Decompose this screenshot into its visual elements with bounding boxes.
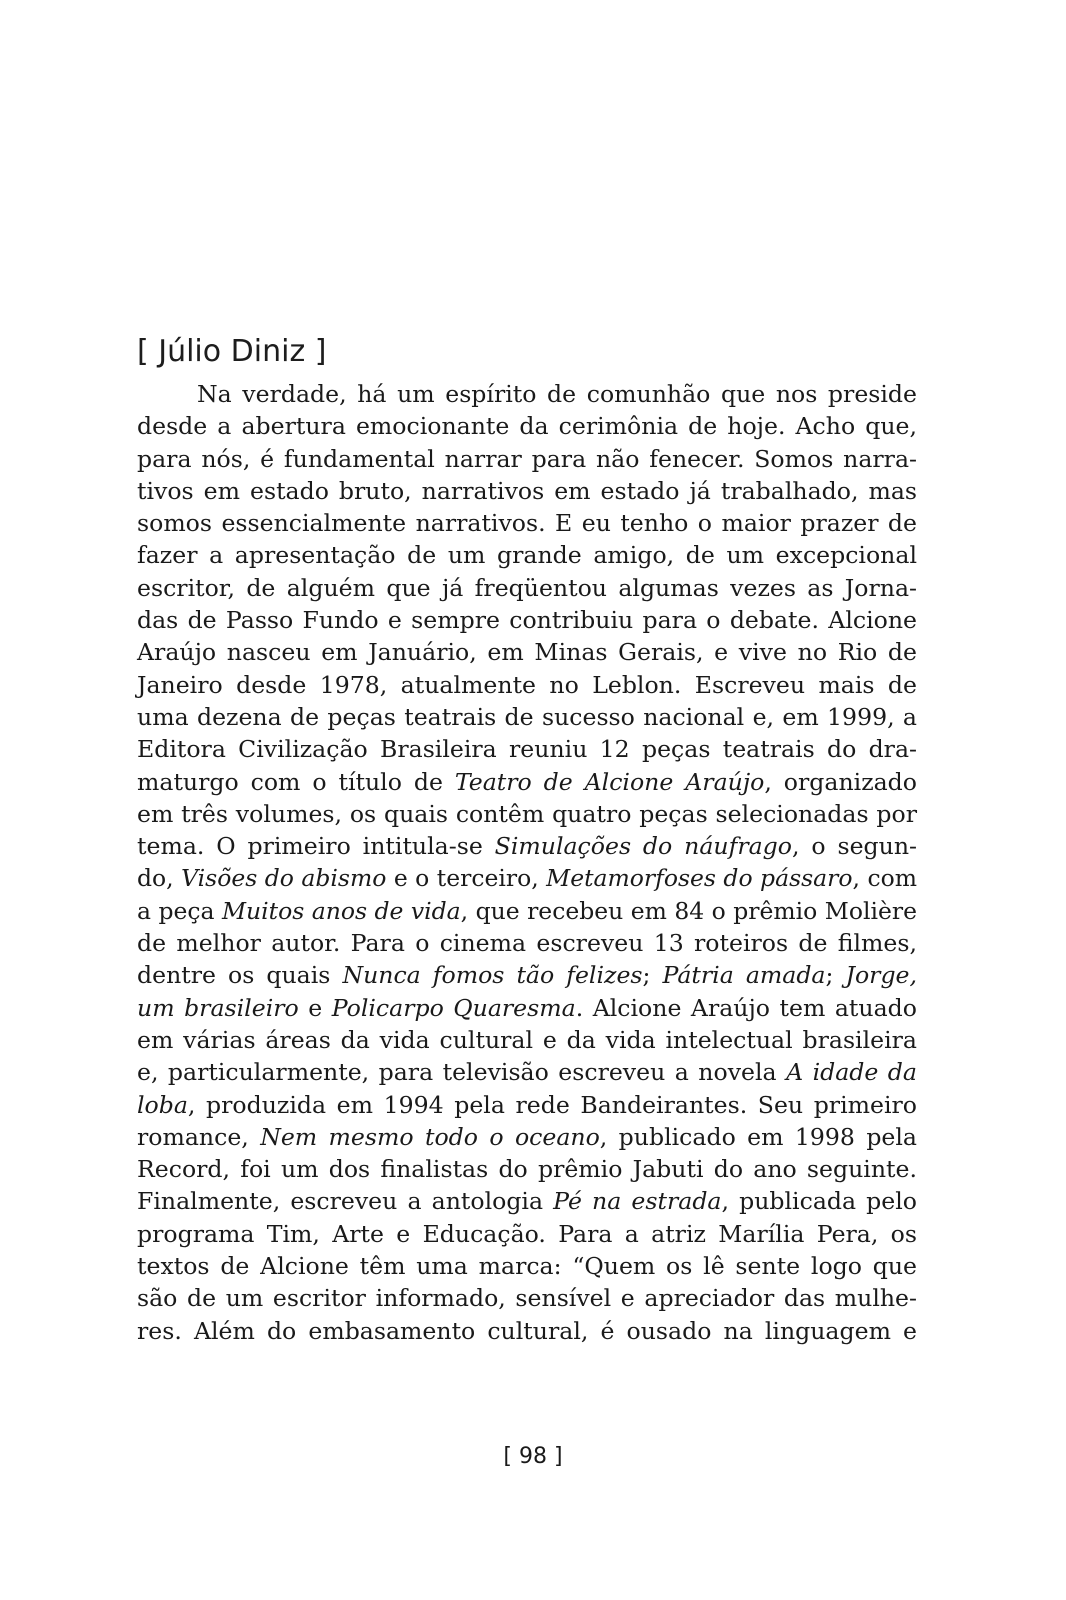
italic-title: Teatro de Alcione Araújo <box>454 767 765 796</box>
text-line <box>137 798 917 830</box>
text-segment: . Alcione Araújo tem atuado <box>575 993 917 1022</box>
text-line <box>137 1056 917 1088</box>
text-line <box>137 604 917 636</box>
text-segment: , que recebeu em 84 o prêmio Molière <box>460 896 917 925</box>
italic-title: Simulações do náufrago <box>494 832 792 861</box>
text-segment: em três volumes, os quais contêm quatro peças selecionadas por <box>137 799 917 828</box>
text-segment: ; <box>825 961 846 990</box>
text-line <box>137 1089 917 1121</box>
italic-title: Nem mesmo todo o oceano <box>260 1122 600 1151</box>
speaker-heading: [ Júlio Diniz ] <box>137 334 327 369</box>
text-line <box>137 766 917 798</box>
text-line <box>137 636 917 668</box>
text-segment: das de Passo Fundo e sempre contribuiu para o debate. Alcione <box>137 606 917 635</box>
text-segment: maturgo com o título de <box>137 767 455 796</box>
text-segment: , produzida em 1994 pela rede Bandeirantes. Seu primeiro <box>187 1090 917 1119</box>
text-line <box>137 701 917 733</box>
text-segment: tema. O primeiro intitula-se <box>137 832 495 861</box>
text-segment: Editora Civilização Brasileira reuniu 12 peças teatrais do dra- <box>137 735 917 764</box>
text-line <box>137 378 917 410</box>
text-line <box>137 862 917 894</box>
italic-title: Metamorfoses do pássaro <box>546 864 853 893</box>
text-segment: em várias áreas da vida cultural e da vida intelectual brasileira <box>137 1025 917 1054</box>
text-segment: uma dezena de peças teatrais de sucesso nacional e, em 1999, a <box>137 702 917 731</box>
italic-title: Pátria amada <box>662 961 826 990</box>
text-line <box>137 1282 917 1314</box>
italic-title: loba <box>137 1090 188 1119</box>
text-line <box>137 830 917 862</box>
text-segment: e, particularmente, para televisão escreveu a novela <box>137 1058 787 1087</box>
text-segment: de melhor autor. Para o cinema escreveu 13 roteiros de filmes, <box>137 929 917 958</box>
page-number: [ 98 ] <box>503 1444 563 1469</box>
text-segment: e o terceiro, <box>386 864 547 893</box>
text-segment: tivos em estado bruto, narrativos em estado já trabalhado, mas <box>137 476 917 505</box>
text-line <box>137 539 917 571</box>
text-line <box>137 1024 917 1056</box>
text-segment: , publicado em 1998 pela <box>599 1122 917 1151</box>
text-line <box>137 1121 917 1153</box>
text-segment: res. Além do embasamento cultural, é ousado na linguagem e <box>137 1316 917 1345</box>
text-segment: , o segun- <box>791 832 917 861</box>
text-segment: Janeiro desde 1978, atualmente no Leblon. Escreveu mais de <box>137 670 917 699</box>
text-line <box>137 1153 917 1185</box>
text-line <box>137 895 917 927</box>
text-line <box>137 1218 917 1250</box>
text-segment: , com <box>852 864 918 893</box>
text-line <box>137 669 917 701</box>
text-line <box>137 1250 917 1282</box>
text-line <box>137 410 917 442</box>
text-segment: , publicada pelo <box>721 1187 917 1216</box>
text-segment: escritor, de alguém que já freqüentou algumas vezes as Jorna- <box>137 573 917 602</box>
text-line <box>137 992 917 1024</box>
text-segment: do, <box>137 864 182 893</box>
text-segment: dentre os quais <box>137 961 343 990</box>
italic-title: Pé na estrada <box>553 1187 722 1216</box>
text-segment: textos de Alcione têm uma marca: “Quem os lê sente logo que <box>137 1252 917 1281</box>
text-segment: fazer a apresentação de um grande amigo, de um excepcional <box>137 541 917 570</box>
text-segment: Finalmente, escreveu a antologia <box>137 1187 554 1216</box>
text-line <box>137 475 917 507</box>
text-segment: e <box>298 993 332 1022</box>
italic-title: A idade da <box>786 1058 917 1087</box>
text-segment: para nós, é fundamental narrar para não fenecer. Somos narra- <box>137 444 917 473</box>
text-segment: programa Tim, Arte e Educação. Para a atriz Marília Pera, os <box>137 1219 917 1248</box>
text-segment: ; <box>642 961 663 990</box>
text-segment: são de um escritor informado, sensível e apreciador das mulhe- <box>137 1284 917 1313</box>
text-line <box>137 959 917 991</box>
text-line <box>137 1315 917 1347</box>
italic-title: Nunca fomos tão felizes <box>342 961 643 990</box>
body-paragraph <box>137 378 917 1347</box>
text-segment: Record, foi um dos finalistas do prêmio Jabuti do ano seguinte. <box>137 1155 917 1184</box>
text-segment: a peça <box>137 896 222 925</box>
italic-title: Jorge, <box>845 961 918 990</box>
text-line <box>137 507 917 539</box>
text-segment: desde a abertura emocionante da cerimônia de hoje. Acho que, <box>137 412 917 441</box>
text-segment: romance, <box>137 1122 261 1151</box>
text-segment: Araújo nasceu em Januário, em Minas Gerais, e vive no Rio de <box>137 638 917 667</box>
italic-title: Visões do abismo <box>181 864 387 893</box>
italic-title: Muitos anos de vida <box>221 896 461 925</box>
text-line <box>137 927 917 959</box>
text-line <box>137 1185 917 1217</box>
italic-title: Policarpo Quaresma <box>331 993 576 1022</box>
text-segment: Na verdade, há um espírito de comunhão que nos preside <box>197 380 917 408</box>
text-line <box>137 572 917 604</box>
text-segment: somos essencialmente narrativos. E eu tenho o maior prazer de <box>137 509 917 538</box>
italic-title: um brasileiro <box>137 993 299 1022</box>
text-line <box>137 733 917 765</box>
text-segment: , organizado <box>764 767 917 796</box>
text-line <box>137 443 917 475</box>
